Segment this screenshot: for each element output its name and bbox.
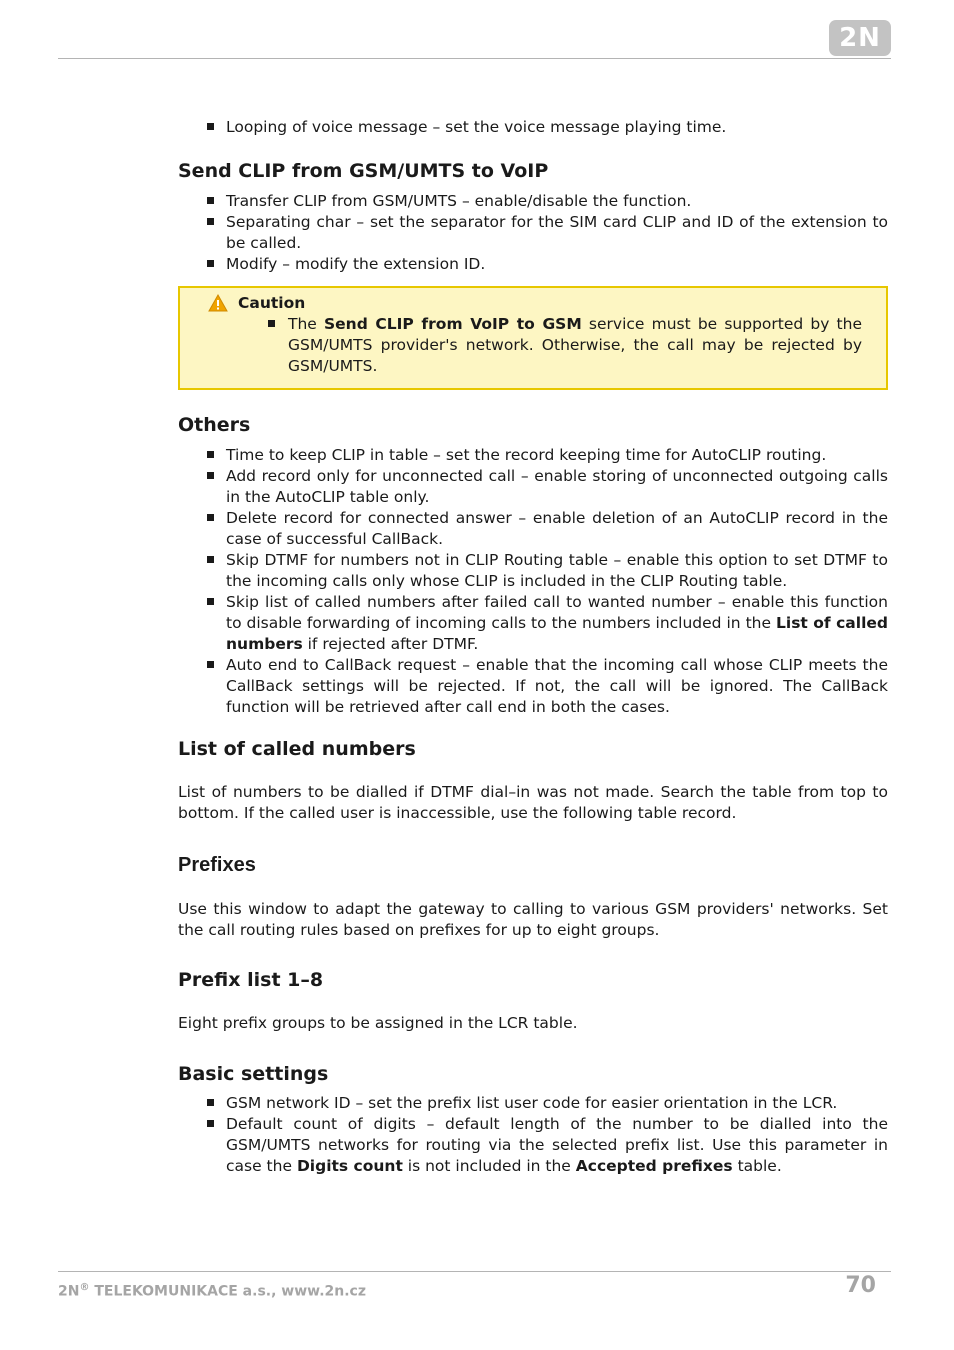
section-heading-others: Others (178, 414, 251, 436)
footer-company-text: TELEKOMUNIKACE a.s., www.2n.cz (89, 1283, 366, 1300)
caution-box (178, 286, 888, 390)
section-heading-prefixes: Prefixes (178, 854, 256, 876)
prefixes-paragraph: Use this window to adapt the gateway to calling to various GSM providers' networks. Set the call routing rules based on prefixes for up to eight groups. (178, 900, 888, 939)
intro-list (178, 117, 888, 138)
section-heading-list-called: List of called numbers (178, 738, 416, 760)
page-number: 70 (845, 1273, 876, 1298)
warning-triangle-icon (208, 294, 228, 312)
list-item: Auto end to CallBack request – enable that the incoming call whose CLIP meets the CallBack settings will be rejected. If not, the call will be ignored. The CallBack function will be retrieved after call end in both the cases. (178, 655, 888, 718)
item-text: if rejected after DTMF. (302, 635, 479, 653)
list-item (178, 1114, 888, 1177)
list-item: Time to keep CLIP in table – set the record keeping time for AutoCLIP routing. (178, 445, 888, 466)
caution-text-after: service must be supported by the GSM/UMTS provider's network. Otherwise, the call may be rejected by GSM/UMTS. (288, 315, 862, 375)
item-text: Skip list of called numbers after failed call to wanted number – enable this function to disable forwarding of incoming calls to the numbers included in the (226, 593, 888, 632)
brand-logo: 2N (829, 20, 891, 56)
basic-settings-list (178, 1093, 888, 1177)
item-text: Default count of digits – default length of the number to be dialled into the GSM/UMTS networks for routing via the selected prefix list. Use this parameter in case the (226, 1115, 888, 1175)
list-item: Transfer CLIP from GSM/UMTS – enable/disable the function. (178, 191, 888, 212)
others-list (178, 445, 888, 718)
send-clip-list (178, 191, 888, 275)
section-heading-send-clip: Send CLIP from GSM/UMTS to VoIP (178, 160, 549, 182)
list-item: GSM network ID – set the prefix list user code for easier orientation in the LCR. (178, 1093, 888, 1114)
footer-divider (58, 1271, 891, 1272)
item-bold-text: List of called numbers (226, 614, 888, 653)
list-item: Delete record for connected answer – enable deletion of an AutoCLIP record in the case of successful CallBack. (178, 508, 888, 550)
prefix-list-paragraph: Eight prefix groups to be assigned in the LCR table. (178, 1014, 578, 1032)
list-item: Separating char – set the separator for the SIM card CLIP and ID of the extension to be called. (178, 212, 888, 254)
header-divider (58, 58, 891, 59)
caution-list (240, 314, 862, 377)
registered-mark: ® (79, 1282, 90, 1293)
footer-company (58, 1278, 366, 1302)
section-heading-basic-settings: Basic settings (178, 1063, 329, 1085)
caution-service-name: Send CLIP from VoIP to GSM (323, 315, 582, 333)
section-heading-prefix-list: Prefix list 1–8 (178, 969, 324, 991)
list-item: Skip DTMF for numbers not in CLIP Routing table – enable this option to set DTMF to the incoming calls only whose CLIP is included in the CLIP Routing table. (178, 550, 888, 592)
item-bold-text: Digits count (296, 1157, 403, 1175)
footer-brand: 2N (58, 1283, 80, 1300)
item-text: table. (732, 1157, 782, 1175)
list-item: Add record only for unconnected call – enable storing of unconnected outgoing calls in the AutoCLIP table only. (178, 466, 888, 508)
caution-item (240, 314, 862, 377)
item-text: is not included in the (402, 1157, 576, 1175)
caution-text-before: The (288, 315, 324, 333)
item-bold-text: Accepted prefixes (575, 1157, 733, 1175)
list-item (178, 592, 888, 655)
list-item: Modify – modify the extension ID. (178, 254, 888, 275)
list-called-paragraph: List of numbers to be dialled if DTMF dial–in was not made. Search the table from top to bottom. If the called user is inaccessible, use the following table record. (178, 783, 888, 822)
list-item: Looping of voice message – set the voice message playing time. (178, 117, 888, 138)
caution-title: Caution (238, 294, 306, 312)
